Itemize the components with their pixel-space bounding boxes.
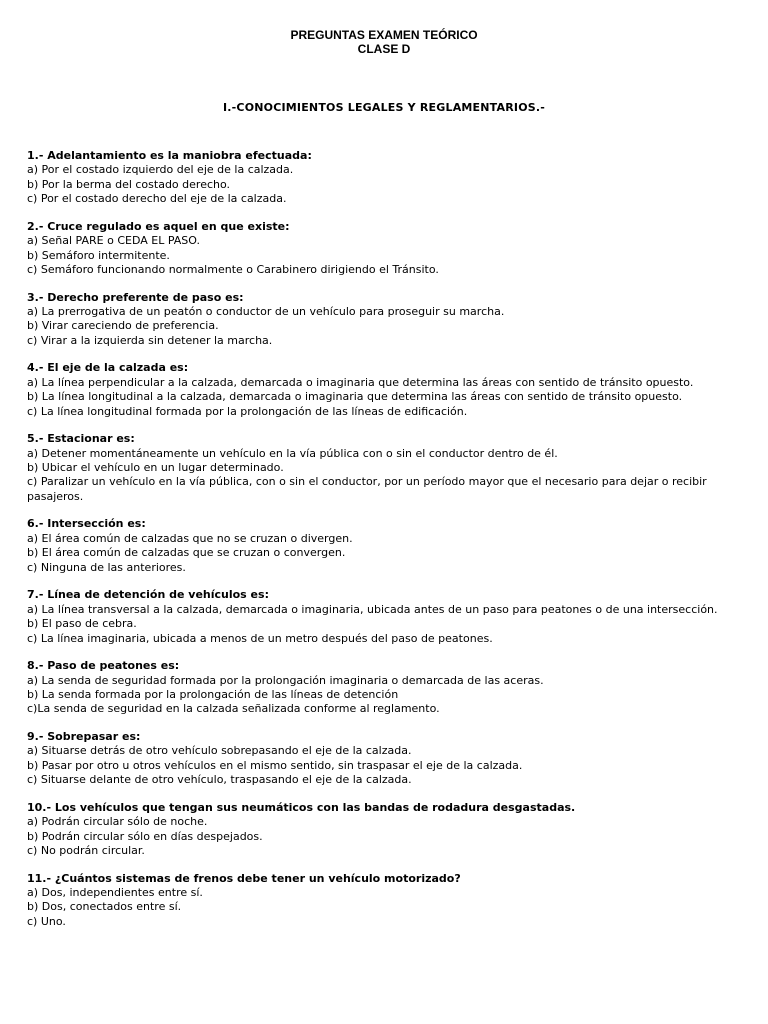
answer-option: c) Virar a la izquierda sin detener la marcha. <box>27 333 273 347</box>
answer-option: c) Por el costado derecho del eje de la calzada. <box>27 192 287 206</box>
question-text: 6.- Intersección es: <box>27 517 146 531</box>
question-item <box>27 149 747 207</box>
answer-option: a) La prerrogativa de un peatón o conductor de un vehículo para proseguir su marcha. <box>27 305 505 319</box>
question-item <box>27 730 747 788</box>
question-list <box>27 149 747 942</box>
document-title: PREGUNTAS EXAMEN TEÓRICO <box>290 28 478 42</box>
question-text: 10.- Los vehículos que tengan sus neumáticos con las bandas de rodadura desgastadas. <box>27 800 576 814</box>
answer-option: c) Paralizar un vehículo en la vía pública, con o sin el conductor, por un período mayor que el necesario para dejar o recibir pasajeros. <box>27 475 707 503</box>
answer-option: b) El paso de cebra. <box>27 617 137 631</box>
answer-option: b) La línea longitudinal a la calzada, demarcada o imaginaria que determina las áreas con sentido de tránsito opuesto. <box>27 390 683 404</box>
question-item <box>27 220 747 278</box>
question-item <box>27 659 747 717</box>
answer-option: c) Ninguna de las anteriores. <box>27 560 186 574</box>
question-item <box>27 361 747 419</box>
answer-option: c) No podrán circular. <box>27 843 145 857</box>
question-text: 2.- Cruce regulado es aquel en que existe: <box>27 219 290 233</box>
answer-option: b) Ubicar el vehículo en un lugar determinado. <box>27 461 284 475</box>
answer-option: a) Dos, independientes entre sí. <box>27 885 203 899</box>
answer-option: a) El área común de calzadas que no se cruzan o divergen. <box>27 531 353 545</box>
answer-option: c) Uno. <box>27 914 66 928</box>
answer-option: c) La línea longitudinal formada por la prolongación de las líneas de edificación. <box>27 404 468 418</box>
question-item <box>27 801 747 859</box>
question-text: 3.- Derecho preferente de paso es: <box>27 290 244 304</box>
answer-option: b) Dos, conectados entre sí. <box>27 900 182 914</box>
answer-option: a) Situarse detrás de otro vehículo sobrepasando el eje de la calzada. <box>27 744 412 758</box>
question-item <box>27 517 747 575</box>
answer-option: c) La línea imaginaria, ubicada a menos de un metro después del paso de peatones. <box>27 631 493 645</box>
answer-option: c)La senda de seguridad en la calzada señalizada conforme al reglamento. <box>27 702 440 716</box>
section-title: I.-CONOCIMIENTOS LEGALES Y REGLAMENTARIOS.- <box>222 101 546 114</box>
document-subtitle: CLASE D <box>357 42 411 56</box>
question-item <box>27 291 747 349</box>
answer-option: a) La senda de seguridad formada por la prolongación imaginaria o demarcada de las aceras. <box>27 673 544 687</box>
question-text: 4.- El eje de la calzada es: <box>27 361 189 375</box>
question-text: 9.- Sobrepasar es: <box>27 729 141 743</box>
question-text: 11.- ¿Cuántos sistemas de frenos debe tener un vehículo motorizado? <box>27 871 461 885</box>
answer-option: c) Situarse delante de otro vehículo, traspasando el eje de la calzada. <box>27 773 412 787</box>
answer-option: b) El área común de calzadas que se cruzan o convergen. <box>27 546 346 560</box>
answer-option: c) Semáforo funcionando normalmente o Carabinero dirigiendo el Tránsito. <box>27 263 439 277</box>
answer-option: b) Semáforo intermitente. <box>27 248 170 262</box>
answer-option: b) Por la berma del costado derecho. <box>27 177 231 191</box>
question-text: 5.- Estacionar es: <box>27 432 135 446</box>
question-item <box>27 872 747 930</box>
question-item <box>27 588 747 646</box>
answer-option: a) La línea transversal a la calzada, demarcada o imaginaria, ubicada antes de un paso para peatones o de una intersección. <box>27 602 718 616</box>
answer-option: b) Pasar por otro u otros vehículos en el mismo sentido, sin traspasar el eje de la calzada. <box>27 758 523 772</box>
question-text: 7.- Línea de detención de vehículos es: <box>27 588 269 602</box>
answer-option: a) Por el costado izquierdo del eje de la calzada. <box>27 163 294 177</box>
answer-option: b) La senda formada por la prolongación de las líneas de detención <box>27 687 399 701</box>
question-text: 1.- Adelantamiento es la maniobra efectuada: <box>27 149 312 162</box>
question-text: 8.- Paso de peatones es: <box>27 659 180 673</box>
answer-option: b) Virar careciendo de preferencia. <box>27 319 219 333</box>
answer-option: a) Señal PARE o CEDA EL PASO. <box>27 234 200 248</box>
answer-option: b) Podrán circular sólo en días despejados. <box>27 829 263 843</box>
answer-option: a) La línea perpendicular a la calzada, demarcada o imaginaria que determina las áreas con sentido de tránsito opuesto. <box>27 375 694 389</box>
answer-option: a) Podrán circular sólo de noche. <box>27 815 208 829</box>
answer-option: a) Detener momentáneamente un vehículo en la vía pública con o sin el conductor dentro de él. <box>27 446 558 460</box>
question-item <box>27 432 747 504</box>
